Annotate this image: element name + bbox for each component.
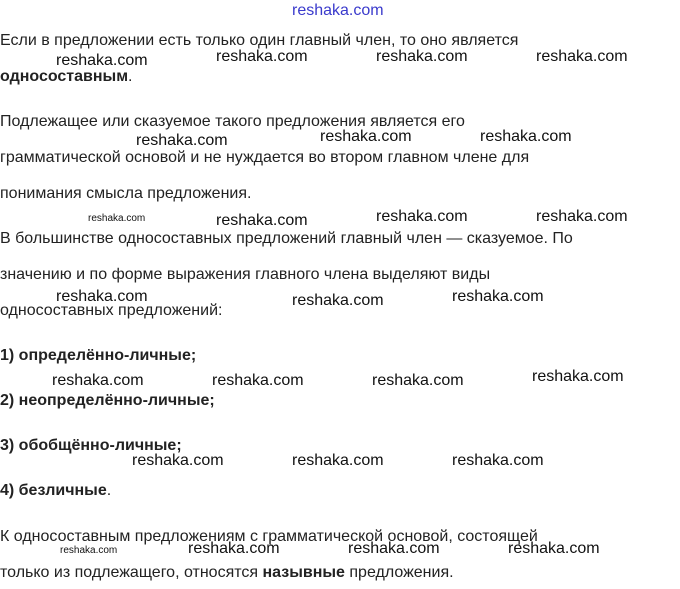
watermark: reshaka.com [376, 48, 468, 65]
punct: . [128, 68, 133, 85]
watermark: reshaka.com [292, 452, 384, 469]
watermark: reshaka.com [56, 52, 148, 69]
watermark: reshaka.com [536, 208, 628, 225]
watermark: reshaka.com [52, 372, 144, 389]
term-one-member: односоставным [0, 68, 129, 85]
watermark: reshaka.com [212, 372, 304, 389]
watermark: reshaka.com [60, 545, 118, 556]
paragraph-2-line-2: грамматической основой и не нуждается во втором главном члене для [0, 149, 530, 166]
list-item-4 [0, 481, 111, 501]
watermark: reshaka.com [532, 368, 624, 385]
paragraph-1-line-1: Если в предложении есть только один главный член, то оно является [0, 32, 519, 49]
list-item-4-tail: . [106, 482, 112, 499]
watermark: reshaka.com [88, 213, 146, 224]
watermark: reshaka.com [376, 208, 468, 225]
watermark: reshaka.com [132, 452, 224, 469]
watermark: reshaka.com [292, 292, 384, 309]
watermark: reshaka.com [348, 540, 440, 557]
paragraph-3-line-1: В большинстве односоставных предложений главный член — сказуемое. По [0, 230, 573, 247]
watermark: reshaka.com [536, 48, 628, 65]
list-item-3-text: 3) обобщённо-личные; [0, 437, 182, 454]
watermark: reshaka.com [56, 288, 148, 305]
watermark: reshaka.com [372, 372, 464, 389]
watermark: reshaka.com [320, 128, 412, 145]
watermark: reshaka.com [480, 128, 572, 145]
watermark: reshaka.com [136, 132, 228, 149]
list-item-1-text: 1) определённо-личные; [0, 347, 197, 364]
p4-start: только из подлежащего, относятся [0, 564, 263, 581]
paragraph-3-line-3: односоставных предложений: [0, 302, 223, 319]
term-nominative: назывные [262, 564, 345, 581]
p4-end: предложения. [344, 564, 454, 581]
watermark: reshaka.com [216, 48, 308, 65]
list-item-4-text: 4) безличные [0, 482, 107, 499]
watermark: reshaka.com [188, 540, 280, 557]
paragraph-1-line-2 [0, 67, 133, 87]
paragraph-3-line-2: значению и по форме выражения главного члена выделяют виды [0, 266, 491, 283]
list-item-1 [0, 346, 196, 366]
watermark: reshaka.com [508, 540, 600, 557]
watermark: reshaka.com [216, 212, 308, 229]
paragraph-4-line-1: К односоставным предложениям с грамматической основой, состоящей [0, 528, 538, 545]
list-item-2 [0, 391, 215, 411]
paragraph-4-line-2 [0, 563, 454, 583]
watermark: reshaka.com [452, 288, 544, 305]
watermark-top: reshaka.com [292, 2, 384, 19]
watermark: reshaka.com [452, 452, 544, 469]
paragraph-2-line-3: понимания смысла предложения. [0, 185, 252, 202]
paragraph-2-line-1: Подлежащее или сказуемое такого предложения является его [0, 113, 465, 130]
list-item-2-text: 2) неопределённо-личные; [0, 392, 215, 409]
